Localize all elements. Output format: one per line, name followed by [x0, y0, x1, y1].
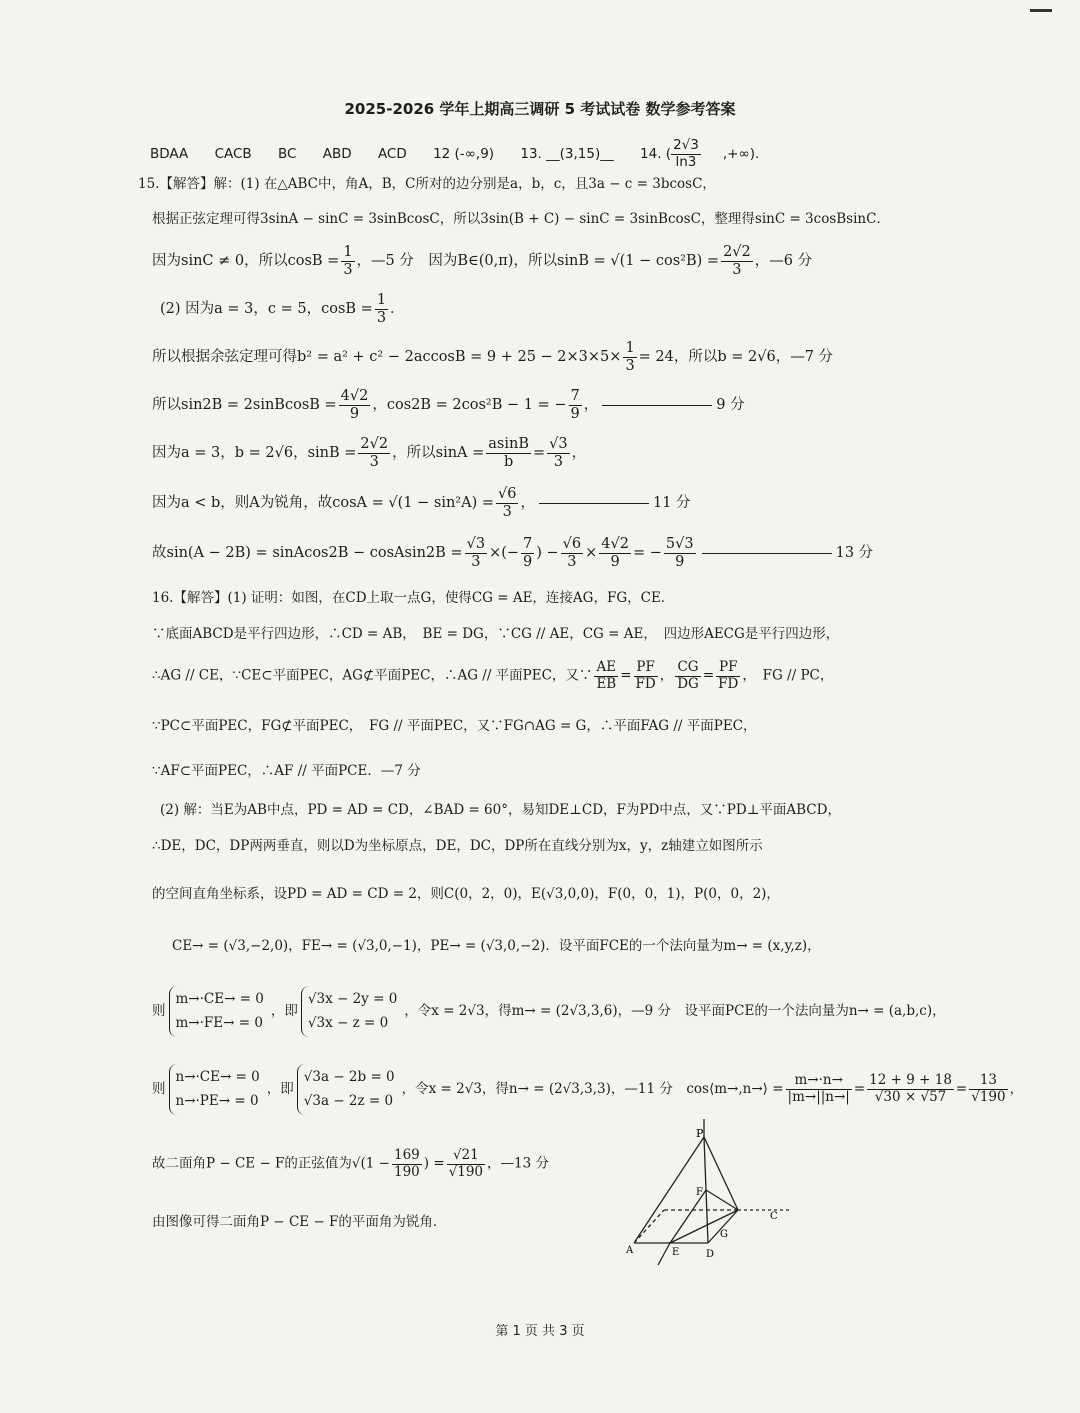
label-f: F [696, 1187, 703, 1198]
answer-key-row [150, 138, 759, 170]
mcq-group-1: BDAA [150, 146, 189, 163]
q16-line-9: CE→ = (√3,−2,0)，FE→ = (√3,0,−1)，PE→ = (√3,0,−2)．设平面FCE的一个法向量为m→ = (x,y,z)， [172, 938, 821, 954]
q16-line-7: ∴DE，DC，DP两两垂直，则以D为坐标原点，DE，DC，DP所在直线分别为x，y，z轴建立如图所示 [152, 838, 763, 854]
page-footer: 第 1 页 共 3 页 [495, 1324, 585, 1339]
q15-line-9: 故sin(A − 2B) = sinAcos2B − cosAsin2B = $\frac{√3}{3}$ ×(− $\frac{7}{9}$ ) − $\frac{√6}{3}$ × $\frac{4√2}{9}$ = − $\frac{5√3}{9}$ 13 分 [152, 536, 874, 570]
q15-line-5: 所以根据余弦定理可得b² = a² + c² − 2accosB = 9 + 25 − 2×3×5× $\frac{1}{3}$ = 24，所以b = 2√6，—7 分 [152, 340, 834, 374]
axis-x [658, 1243, 670, 1265]
label-d: D [706, 1249, 715, 1260]
label-p: P [696, 1127, 704, 1140]
q16-line-13: 由图像可得二面角P − CE − F的平面角为锐角． [152, 1214, 447, 1230]
answer-14: 14. ( $\frac{2√3}{\ln 3}$ ,+∞). [640, 137, 760, 170]
answer-13: 13. __(3,15)__ [520, 146, 614, 163]
q16-line-12: 故二面角P − CE − F的正弦值为√(1 − $\frac{169}{190}$ ) = $\frac{√21}{√190}$ ，—13 分 [152, 1147, 549, 1180]
q16-line-8: 的空间直角坐标系，设PD = AD = CD = 2，则C(0，2，0)，E(√3,0,0)，F(0，0，1)，P(0，0，2)， [152, 886, 780, 902]
q16-line-4: ∵PC⊂平面PEC，FG⊄平面PEC， FG // 平面PEC，又∵FG∩AG = G，∴平面FAG // 平面PEC， [152, 718, 757, 734]
q16-line-6: (2) 解：当E为AB中点，PD = AD = CD，∠BAD = 60°，易知DE⊥CD，F为PD中点，又∵PD⊥平面ABCD， [160, 802, 841, 818]
q15-line-8: 因为a < b，则A为锐角，故cosA = √(1 − sin²A) = $\frac{√6}{3}$ ， 11 分 [152, 486, 691, 520]
q16-line-5: ∵AF⊂平面PEC，∴AF // 平面PCE．—7 分 [152, 763, 421, 779]
q15-line-7: 因为a = 3，b = 2√6，sinB = $\frac{2√2}{3}$ ，所以sinA = $\frac{asinB}{b}$ = $\frac{√3}{3}$ ， [152, 436, 587, 470]
mcq-group-5: ACD [377, 146, 407, 163]
q16-line-1: 16.【解答】(1) 证明：如图，在CD上取一点G，使得CG = AE，连接AG，FG，CE． [152, 590, 675, 606]
label-c: C [770, 1211, 778, 1222]
corner-mark [1030, 9, 1052, 12]
edge-ab [634, 1210, 664, 1243]
answer-12: 12 (-∞,9) [433, 146, 495, 163]
q15-line-4: (2) 因为a = 3，c = 5，cosB = $\frac{1}{3}$ ． [160, 292, 405, 326]
q15-line-1: 15.【解答】解：(1) 在△ABC中，角A，B，C所对的边分别是a，b，c，且3a − c = 3bcosC， [138, 176, 716, 192]
label-e: E [672, 1247, 680, 1258]
page-title: 2025-2026 学年上期高三调研 5 考试试卷 数学参考答案 [344, 100, 736, 118]
q16-line-3: ∴AG // CE，∵CE⊂平面PEC，AG⊄平面PEC，∴AG // 平面PEC，又∵ $\frac{AE}{EB}$ = $\frac{PF}{FD}$ ， $\frac{CG}{DG}$ = $\frac{PF}{FD}$ ， FG // PC， [152, 659, 834, 692]
mcq-group-3: BC [277, 146, 297, 163]
mcq-group-4: ABD [322, 146, 352, 163]
mcq-group-2: CACB [214, 146, 252, 163]
q15-line-6: 所以sin2B = 2sinBcosB = $\frac{4√2}{9}$ ，cos2B = 2cos²B − 1 = − $\frac{7}{9}$ ， 9 分 [152, 388, 745, 422]
label-a: A [626, 1245, 634, 1256]
q16-line-2: ∵底面ABCD是平行四边形，∴CD = AB， BE = DG，∵CG // AE，CG = AE， 四边形AECG是平行四边形， [152, 626, 840, 642]
q16-line-11: 则 n→·CE→ = 0 n→·PE→ = 0 ，即 √3a − 2b = 0 √3a − 2z = 0 ，令x = 2√3，得n→ = (2√3,3,3)，—11 分 cos⟨m→,n→⟩ = $\frac{m\to\cdot n\to}{|m\to||n\to|}$ = $\frac{12 + 9 + 18}{√30 \times √57}$ = $\frac{13}{√190}$ ， [152, 1064, 1023, 1115]
label-g: G [720, 1229, 728, 1240]
pyramid-figure [620, 1115, 820, 1275]
q15-line-2: 根据正弦定理可得3sinA − sinC = 3sinBcosC，所以3sin(B + C) − sinC = 3sinBcosC，整理得sinC = 3cosBsinC． [152, 211, 890, 227]
q15-line-3: 因为sinC ≠ 0，所以cosB = $\frac{1}{3}$ ，—5 分 因为B∈(0,π)，所以sinB = √(1 − cos²B) = $\frac{2√2}{3}$ ，—6 分 [152, 244, 813, 278]
edge-pa [634, 1137, 704, 1243]
q16-line-10: 则 m→·CE→ = 0 m→·FE→ = 0 ，即 √3x − 2y = 0 √3x − z = 0 ，令x = 2√3，得m→ = (2√3,3,6)，—9 分 设平面PCE的一个法向量为n→ = (a,b,c)， [152, 986, 946, 1037]
